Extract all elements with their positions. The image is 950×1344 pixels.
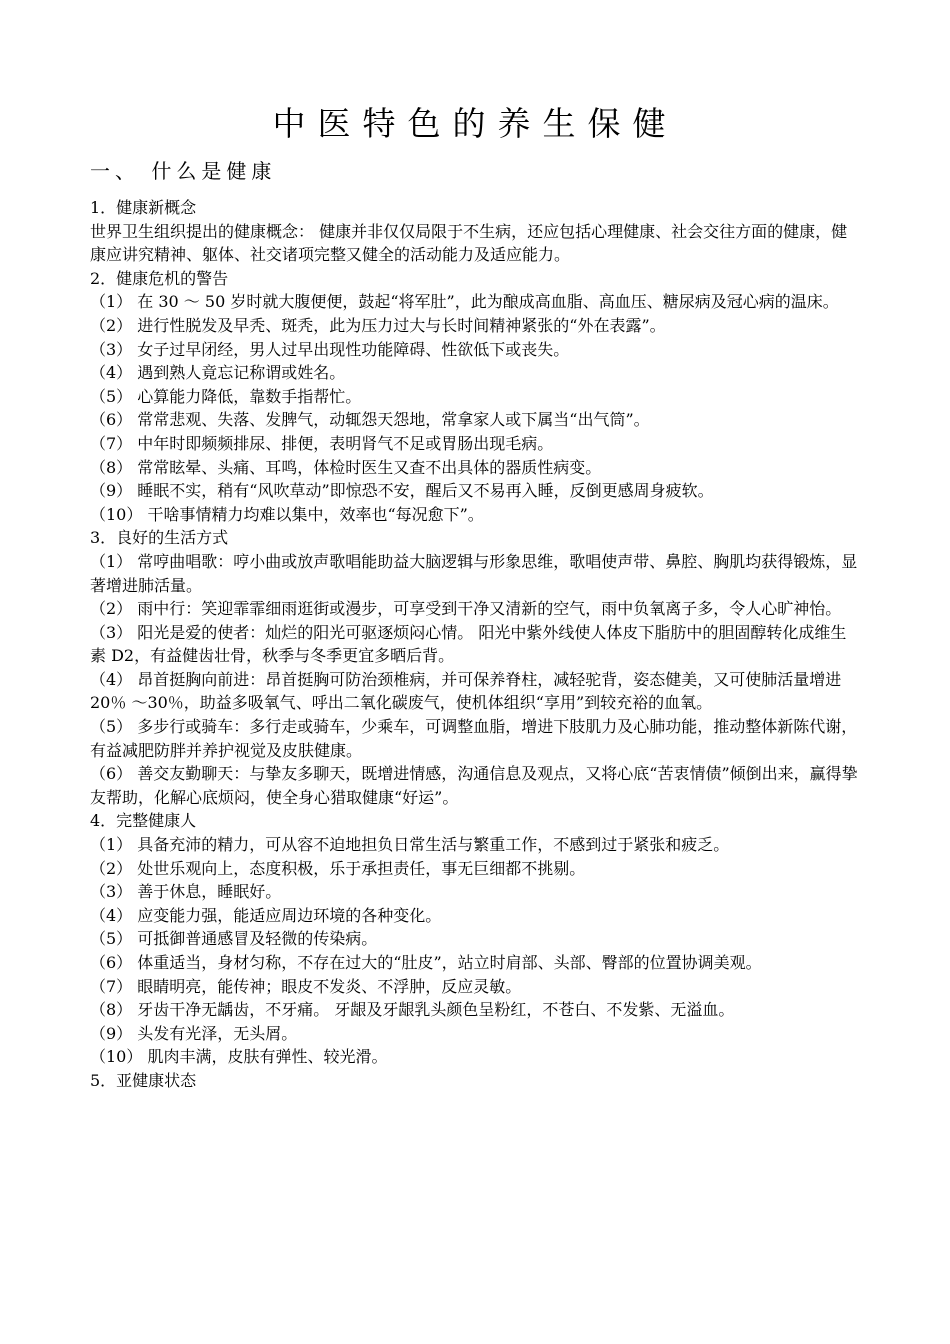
list-item: （5） 可抵御普通感冒及轻微的传染病。 xyxy=(90,929,378,949)
list-item: （9） 睡眠不实，稍有“风吹草动”即惊恐不安，醒后又不易再入睡，反倒更感周身疲软。 xyxy=(90,481,714,501)
list-item: （8） 常常眩晕、头痛、耳鸣，体检时医生又查不出具体的器质性病变。 xyxy=(90,457,602,477)
paragraph: 世界卫生组织提出的健康概念： 健康并非仅仅局限于不生病，还应包括心理健康、社会交往方面的健康，健康应讲究精神、躯体、社交诸项完整又健全的活动能力及适应能力。 xyxy=(90,221,848,265)
document-page xyxy=(90,96,860,1093)
list-item: （5） 多步行或骑车：多行走或骑车，少乘车，可调整血脂，增进下肢肌力及心肺功能，推动整体新陈代谢，有益减肥防胖并养护视觉及皮肤健康。 xyxy=(90,717,858,760)
list-item: （6） 善交友勤聊天：与挚友多聊天，既增进情感，沟通信息及观点，又将心底“苦衷情债”倾倒出来，赢得挚友帮助，化解心底烦闷，使全身心猎取健康“好运”。 xyxy=(90,764,858,807)
list-item: （3） 阳光是爱的使者：灿烂的阳光可驱逐烦闷心情。 阳光中紫外线使人体皮下脂肪中的胆固醇转化成维生素 D2，有益健齿壮骨，秋季与冬季更宜多晒后背。 xyxy=(90,622,847,666)
subheading-lifestyle: 3．良好的生活方式 xyxy=(90,528,229,548)
list-item: （6） 常常悲观、失落、发脾气，动辄怨天怨地，常拿家人或下属当“出气筒”。 xyxy=(90,410,650,430)
list-item: （7） 中年时即频频排尿、排便，表明肾气不足或胃肠出现毛病。 xyxy=(90,433,554,453)
list-item: （10） 干啥事情精力均难以集中，效率也“每况愈下”。 xyxy=(90,504,484,524)
list-item: （4） 昂首挺胸向前进：昂首挺胸可防治颈椎病，并可保养脊柱，减轻驼背，姿态健美，又可使肺活量增进 20％ ～30％，助益多吸氧气、呼出二氧化碳废气，使机体组织“享用”到较充裕的血氧。 xyxy=(90,669,842,713)
list-item: （1） 常哼曲唱歌：哼小曲或放声歌唱能助益大脑逻辑与形象思维，歌唱使声带、鼻腔、胸肌均获得锻炼，显著增进肺活量。 xyxy=(90,551,858,595)
list-item: （3） 善于休息，睡眠好。 xyxy=(90,882,282,902)
list-item: （4） 遇到熟人竟忘记称谓或姓名。 xyxy=(90,363,346,383)
subheading-sub-health: 5．亚健康状态 xyxy=(90,1070,197,1090)
list-item: （8） 牙齿干净无龋齿，不牙痛。 牙龈及牙龈乳头颜色呈粉红，不苍白、不发紫、无溢血。 xyxy=(90,1000,735,1020)
list-item: （10） 肌肉丰满，皮肤有弹性、较光滑。 xyxy=(90,1047,388,1067)
list-item: （2） 进行性脱发及早秃、斑秃，此为压力过大与长时间精神紧张的“外在表露”。 xyxy=(90,315,666,335)
list-item: （9） 头发有光泽，无头屑。 xyxy=(90,1023,298,1043)
list-item: （1） 在 30 ～ 50 岁时就大腹便便，鼓起“将军肚”，此为酿成高血脂、高血压、糖尿病及冠心病的温床。 xyxy=(90,292,839,312)
list-item: （5） 心算能力降低，靠数手指帮忙。 xyxy=(90,386,362,406)
list-item: （2） 雨中行：笑迎霏霏细雨逛街或漫步，可享受到干净又清新的空气，雨中负氧离子多，令人心旷神怡。 xyxy=(90,599,842,619)
list-item: （2） 处世乐观向上，态度积极，乐于承担责任，事无巨细都不挑剔。 xyxy=(90,858,586,878)
list-item: （7） 眼睛明亮，能传神；眼皮不发炎、不浮肿，反应灵敏。 xyxy=(90,976,522,996)
document-body xyxy=(90,196,860,1093)
list-item: （4） 应变能力强，能适应周边环境的各种变化。 xyxy=(90,905,442,925)
subheading-complete-health: 4．完整健康人 xyxy=(90,811,197,831)
section-heading-health: 一、 什么是健康 xyxy=(90,159,277,183)
subheading-new-concept: 1．健康新概念 xyxy=(90,198,197,217)
document-title: 中医特色的养生保健 xyxy=(272,104,678,143)
subheading-health-warning: 2．健康危机的警告 xyxy=(90,268,229,288)
list-item: （6） 体重适当，身材匀称，不存在过大的“肚皮”，站立时肩部、头部、臀部的位置协调美观。 xyxy=(90,953,762,972)
list-item: （1） 具备充沛的精力，可从容不迫地担负日常生活与繁重工作，不感到过于紧张和疲乏。 xyxy=(90,835,730,855)
list-item: （3） 女子过早闭经，男人过早出现性功能障碍、性欲低下或丧失。 xyxy=(90,339,570,359)
